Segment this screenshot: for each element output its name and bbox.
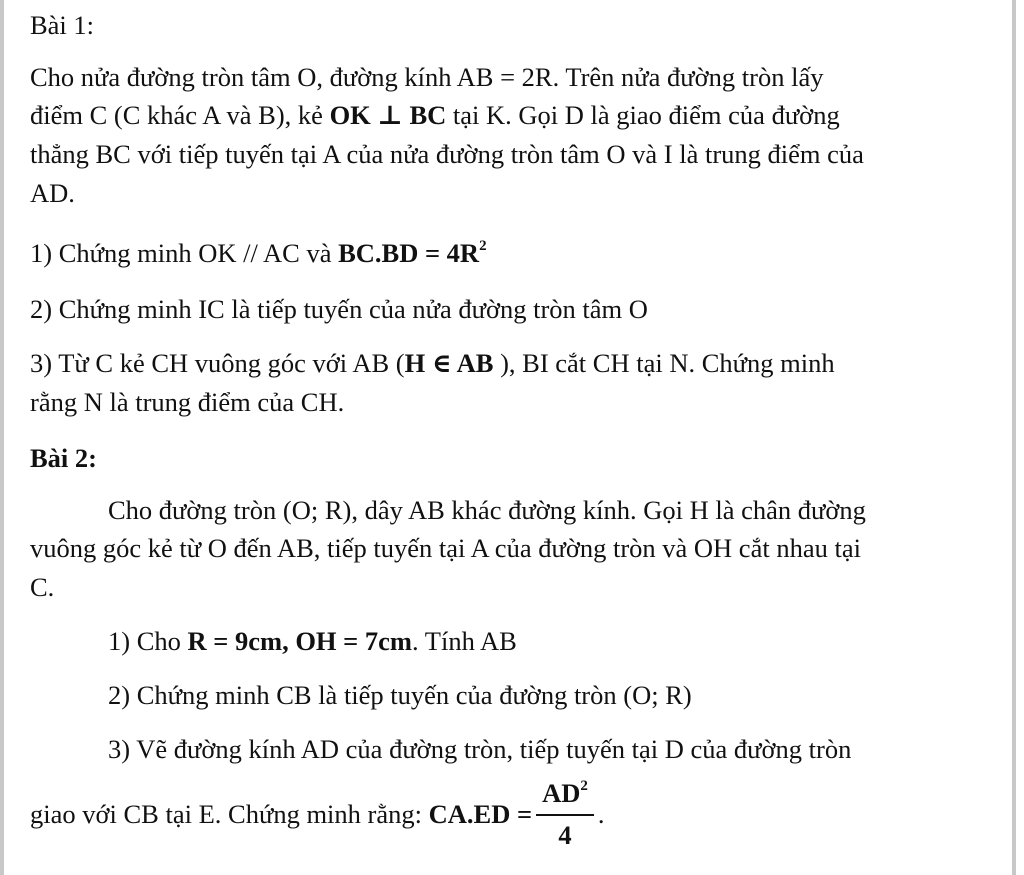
bai2-title-text: Bài 2: <box>30 443 97 473</box>
bai2-paragraph-line-2 <box>30 535 861 562</box>
bai1-paragraph-line-3 <box>30 141 864 168</box>
bai1-paragraph-line-1 <box>30 64 824 91</box>
bai2-q3-fraction-numerator-text: AD <box>542 778 581 808</box>
bai2-q3-math: CA.ED = <box>428 798 533 829</box>
bai2-question-3-line-2 <box>30 780 604 854</box>
bai1-title-text: Bài 1: <box>30 10 95 40</box>
bai2-question-2 <box>108 682 692 709</box>
bai1-text: AD. <box>30 178 75 208</box>
bai1-q1-exponent: 2 <box>479 238 487 254</box>
bai2-q1-text: 1) Cho <box>108 626 188 656</box>
bai1-q1-math: BC.BD = 4R <box>338 238 480 268</box>
bai1-text: thẳng BC với tiếp tuyến tại A của nửa đường tròn tâm O và I là trung điểm của <box>30 139 864 169</box>
bai1-text: tại K. Gọi D là giao điểm của đường <box>446 100 840 130</box>
bai1-paragraph-line-4 <box>30 180 75 207</box>
bai1-q2-text: 2) Chứng minh IC là tiếp tuyến của nửa đường tròn tâm O <box>30 294 648 324</box>
bai1-text: Cho nửa đường tròn tâm O, đường kính AB = 2R. Trên nửa đường tròn lấy <box>30 62 824 92</box>
bai2-paragraph-line-3 <box>30 574 54 601</box>
bai1-question-1 <box>30 240 487 267</box>
bai2-q1-math: R = 9cm, OH = 7cm <box>187 626 412 656</box>
bai2-q3-fraction-exponent: 2 <box>580 778 588 794</box>
bai2-question-3-line-1 <box>108 736 851 763</box>
bai2-q3-text: 3) Vẽ đường kính AD của đường tròn, tiếp tuyến tại D của đường tròn <box>108 734 852 764</box>
bai1-title <box>30 12 94 39</box>
bai2-q1-text: . Tính AB <box>412 626 517 656</box>
bai1-question-3-line-2 <box>30 389 344 416</box>
bai1-q3-math: H ∈ AB <box>404 348 494 378</box>
bai2-title <box>30 445 97 472</box>
bai2-q3-fraction <box>536 778 594 852</box>
bai2-q2-text: 2) Chứng minh CB là tiếp tuyến của đường tròn (O; R) <box>108 680 692 710</box>
bai1-question-2 <box>30 296 648 323</box>
bai1-math-ok-perp-bc: OK ⊥ BC <box>329 100 447 130</box>
bai2-q3-text: giao với CB tại E. Chứng minh rằng: <box>30 798 429 829</box>
bai2-q3-fraction-denominator: 4 <box>558 819 572 850</box>
bai2-question-1 <box>108 628 517 655</box>
bai1-text: điểm C (C khác A và B), kẻ <box>30 100 330 130</box>
bai2-q3-end-punctuation: . <box>597 798 605 829</box>
bai2-text: vuông góc kẻ từ O đến AB, tiếp tuyến tại A của đường tròn và OH cắt nhau tại <box>30 533 861 563</box>
bai1-question-3-line-1 <box>30 350 835 377</box>
bai1-q3-text: rằng N là trung điểm của CH. <box>30 387 345 417</box>
bai1-q3-text: 3) Từ C kẻ CH vuông góc với AB ( <box>30 348 405 378</box>
bai2-text: Cho đường tròn (O; R), dây AB khác đường kính. Gọi H là chân đường <box>108 495 866 525</box>
bai1-q3-text: ), BI cắt CH tại N. Chứng minh <box>493 348 835 378</box>
bai2-text: C. <box>30 572 55 602</box>
bai2-paragraph-line-1 <box>108 497 866 524</box>
bai2-q3-fraction-numerator <box>536 778 594 816</box>
bai1-q1-text: 1) Chứng minh OK // AC và <box>30 238 339 268</box>
bai1-paragraph-line-2 <box>30 102 840 129</box>
